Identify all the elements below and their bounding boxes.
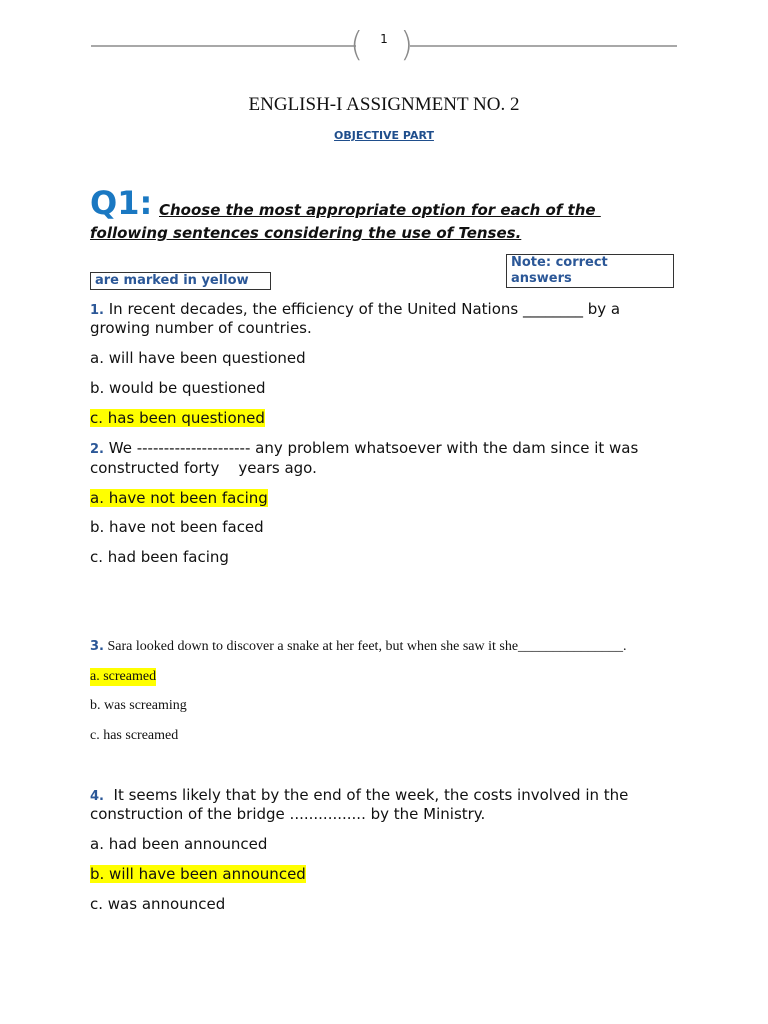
document-subtitle: OBJECTIVE PART (334, 129, 434, 142)
option-1a: a. will have been questioned (90, 349, 306, 367)
option-3a-correct: a. screamed (90, 669, 157, 684)
option-3b: b. was screaming (90, 698, 187, 713)
option-4b-correct: b. will have been announced (90, 865, 306, 883)
instruction-line-2: following sentences considering the use of Tenses. (90, 224, 522, 242)
question-2-line-1 (90, 439, 638, 459)
note-box-part2: are marked in yellow (90, 272, 271, 290)
header-rule-left (91, 45, 356, 47)
option-4c: c. was announced (90, 895, 226, 913)
option-2b: b. have not been faced (90, 518, 264, 536)
question-3-line-1 (90, 638, 627, 656)
question-number: 4. (90, 789, 104, 804)
question-2-line-2: constructed forty years ago. (90, 459, 317, 477)
question-4-line-1 (90, 786, 628, 806)
option-4a: a. had been announced (90, 835, 268, 853)
question-heading: Q1: (90, 184, 153, 222)
question-text: We --------------------- any problem whatsoever with the dam since it was (103, 439, 639, 457)
question-4-line-2: construction of the bridge ................ by the Ministry. (90, 805, 486, 823)
instruction-line-1: Choose the most appropriate option for each of the (159, 201, 601, 219)
option-2a-correct: a. have not been facing (90, 489, 268, 507)
question-text: It seems likely that by the end of the week, the costs involved in the (103, 786, 629, 804)
question-text: In recent decades, the efficiency of the United Nations ________ by a (103, 300, 621, 318)
option-3c: c. has screamed (90, 728, 179, 743)
page-number: 1 (380, 32, 388, 46)
question-number: 2. (90, 442, 104, 457)
question-number: 1. (90, 303, 104, 318)
question-text: Sara looked down to discover a snake at her feet, but when she saw it she_______________. (103, 639, 627, 654)
question-1-line-1 (90, 300, 620, 320)
note-box-part1: Note: correct answers (506, 254, 674, 288)
header-rule-right (410, 45, 677, 47)
question-1-line-2: growing number of countries. (90, 319, 312, 337)
right-bracket-icon: ) (400, 25, 414, 65)
option-2c: c. had been facing (90, 548, 229, 566)
option-1b: b. would be questioned (90, 379, 266, 397)
question-number: 3. (90, 639, 104, 654)
option-1c-correct: c. has been questioned (90, 409, 265, 427)
left-bracket-icon: ( (350, 25, 364, 65)
document-title: ENGLISH-I ASSIGNMENT NO. 2 (248, 94, 520, 115)
